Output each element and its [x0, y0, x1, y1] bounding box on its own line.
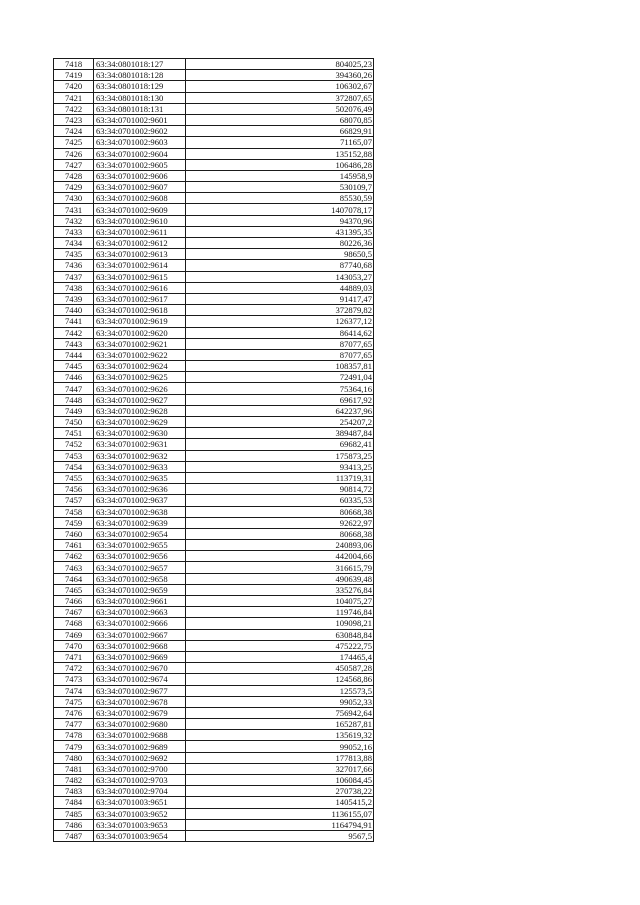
value-cell: 90814,72 — [186, 484, 374, 495]
cadastral-number-cell: 63:34:0701002:9614 — [94, 260, 186, 271]
row-number-cell: 7451 — [54, 428, 94, 439]
row-number-cell: 7418 — [54, 59, 94, 70]
table-row — [54, 584, 374, 595]
cadastral-number-cell: 63:34:0701002:9607 — [94, 182, 186, 193]
row-number-cell: 7471 — [54, 651, 94, 662]
cadastral-number-cell: 63:34:0801018:131 — [94, 103, 186, 114]
table-row — [54, 293, 374, 304]
row-number-cell: 7432 — [54, 215, 94, 226]
cadastral-number-cell: 63:34:0701002:9703 — [94, 775, 186, 786]
value-cell: 1405415,2 — [186, 797, 374, 808]
row-number-cell: 7422 — [54, 103, 94, 114]
cadastral-number-cell: 63:34:0701002:9627 — [94, 394, 186, 405]
row-number-cell: 7442 — [54, 327, 94, 338]
row-number-cell: 7458 — [54, 506, 94, 517]
table-row — [54, 226, 374, 237]
row-number-cell: 7485 — [54, 808, 94, 819]
row-number-cell: 7469 — [54, 629, 94, 640]
cadastral-number-cell: 63:34:0701002:9608 — [94, 193, 186, 204]
table-row — [54, 752, 374, 763]
table-row — [54, 159, 374, 170]
row-number-cell: 7483 — [54, 786, 94, 797]
row-number-cell: 7452 — [54, 439, 94, 450]
row-number-cell: 7464 — [54, 573, 94, 584]
row-number-cell: 7441 — [54, 316, 94, 327]
cadastral-number-cell: 63:34:0701002:9637 — [94, 495, 186, 506]
table-row — [54, 428, 374, 439]
table-row — [54, 70, 374, 81]
cadastral-number-cell: 63:34:0701002:9613 — [94, 249, 186, 260]
row-number-cell: 7462 — [54, 551, 94, 562]
table-row — [54, 540, 374, 551]
value-cell: 9567,5 — [186, 830, 374, 841]
cadastral-number-cell: 63:34:0701002:9618 — [94, 305, 186, 316]
row-number-cell: 7477 — [54, 719, 94, 730]
value-cell: 431395,35 — [186, 226, 374, 237]
cadastral-number-cell: 63:34:0701002:9666 — [94, 618, 186, 629]
value-cell: 145958,9 — [186, 170, 374, 181]
table-row — [54, 249, 374, 260]
value-cell: 119746,84 — [186, 607, 374, 618]
row-number-cell: 7481 — [54, 763, 94, 774]
cadastral-number-cell: 63:34:0701003:9652 — [94, 808, 186, 819]
cadastral-number-cell: 63:34:0701002:9626 — [94, 383, 186, 394]
table-row — [54, 696, 374, 707]
table-row — [54, 439, 374, 450]
value-cell: 99052,33 — [186, 696, 374, 707]
row-number-cell: 7455 — [54, 472, 94, 483]
cadastral-number-cell: 63:34:0701002:9669 — [94, 651, 186, 662]
cadastral-number-cell: 63:34:0701002:9609 — [94, 204, 186, 215]
value-cell: 68070,85 — [186, 114, 374, 125]
value-cell: 1136155,07 — [186, 808, 374, 819]
table-row — [54, 506, 374, 517]
row-number-cell: 7429 — [54, 182, 94, 193]
table-row — [54, 170, 374, 181]
row-number-cell: 7456 — [54, 484, 94, 495]
cadastral-number-cell: 63:34:0701002:9603 — [94, 137, 186, 148]
value-cell: 394360,26 — [186, 70, 374, 81]
value-cell: 372879,82 — [186, 305, 374, 316]
cadastral-number-cell: 63:34:0701002:9624 — [94, 361, 186, 372]
value-cell: 165287,81 — [186, 719, 374, 730]
table-row — [54, 528, 374, 539]
value-cell: 86414,62 — [186, 327, 374, 338]
table-row — [54, 193, 374, 204]
value-cell: 177813,88 — [186, 752, 374, 763]
row-number-cell: 7420 — [54, 81, 94, 92]
value-cell: 92622,97 — [186, 517, 374, 528]
value-cell: 490639,48 — [186, 573, 374, 584]
table-row — [54, 797, 374, 808]
value-cell: 106084,45 — [186, 775, 374, 786]
cadastral-number-cell: 63:34:0701002:9622 — [94, 349, 186, 360]
value-cell: 175873,25 — [186, 450, 374, 461]
table-row — [54, 260, 374, 271]
row-number-cell: 7447 — [54, 383, 94, 394]
row-number-cell: 7476 — [54, 707, 94, 718]
cadastral-number-cell: 63:34:0701002:9606 — [94, 170, 186, 181]
row-number-cell: 7419 — [54, 70, 94, 81]
row-number-cell: 7428 — [54, 170, 94, 181]
value-cell: 113719,31 — [186, 472, 374, 483]
table-row — [54, 517, 374, 528]
cadastral-number-cell: 63:34:0701002:9616 — [94, 282, 186, 293]
cadastral-number-cell: 63:34:0701002:9657 — [94, 562, 186, 573]
row-number-cell: 7424 — [54, 126, 94, 137]
value-cell: 270738,22 — [186, 786, 374, 797]
value-cell: 135619,32 — [186, 730, 374, 741]
value-cell: 327017,66 — [186, 763, 374, 774]
cadastral-number-cell: 63:34:0701002:9661 — [94, 596, 186, 607]
cadastral-number-cell: 63:34:0701002:9631 — [94, 439, 186, 450]
value-cell: 1407078,17 — [186, 204, 374, 215]
row-number-cell: 7473 — [54, 674, 94, 685]
table-row — [54, 59, 374, 70]
value-cell: 502076,49 — [186, 103, 374, 114]
cadastral-number-cell: 63:34:0701002:9601 — [94, 114, 186, 125]
value-cell: 630848,84 — [186, 629, 374, 640]
table-row — [54, 81, 374, 92]
row-number-cell: 7487 — [54, 830, 94, 841]
value-cell: 109098,21 — [186, 618, 374, 629]
value-cell: 94370,96 — [186, 215, 374, 226]
cadastral-number-cell: 63:34:0701003:9653 — [94, 819, 186, 830]
cadastral-number-cell: 63:34:0701002:9679 — [94, 707, 186, 718]
row-number-cell: 7454 — [54, 461, 94, 472]
table-row — [54, 215, 374, 226]
table-row — [54, 282, 374, 293]
value-cell: 87740,68 — [186, 260, 374, 271]
value-cell: 106486,28 — [186, 159, 374, 170]
table-row — [54, 372, 374, 383]
value-cell: 87077,65 — [186, 338, 374, 349]
value-cell: 124568,86 — [186, 674, 374, 685]
table-row — [54, 573, 374, 584]
row-number-cell: 7461 — [54, 540, 94, 551]
cadastral-number-cell: 63:34:0701002:9655 — [94, 540, 186, 551]
row-number-cell: 7475 — [54, 696, 94, 707]
table-row — [54, 663, 374, 674]
table-row — [54, 730, 374, 741]
row-number-cell: 7450 — [54, 417, 94, 428]
row-number-cell: 7467 — [54, 607, 94, 618]
table-row — [54, 126, 374, 137]
row-number-cell: 7460 — [54, 528, 94, 539]
value-cell: 389487,84 — [186, 428, 374, 439]
table-row — [54, 92, 374, 103]
value-cell: 475222,75 — [186, 640, 374, 651]
table-row — [54, 651, 374, 662]
row-number-cell: 7423 — [54, 114, 94, 125]
table-row — [54, 450, 374, 461]
table-row — [54, 349, 374, 360]
table-row — [54, 685, 374, 696]
cadastral-number-cell: 63:34:0701002:9659 — [94, 584, 186, 595]
row-number-cell: 7445 — [54, 361, 94, 372]
value-cell: 44889,03 — [186, 282, 374, 293]
cadastral-number-cell: 63:34:0701002:9619 — [94, 316, 186, 327]
value-cell: 804025,23 — [186, 59, 374, 70]
row-number-cell: 7465 — [54, 584, 94, 595]
table-row — [54, 417, 374, 428]
table-row — [54, 674, 374, 685]
table-row — [54, 775, 374, 786]
value-cell: 530109,7 — [186, 182, 374, 193]
value-cell: 99052,16 — [186, 741, 374, 752]
row-number-cell: 7449 — [54, 405, 94, 416]
value-cell: 80226,36 — [186, 238, 374, 249]
cadastral-number-cell: 63:34:0701002:9611 — [94, 226, 186, 237]
cadastral-number-cell: 63:34:0801018:128 — [94, 70, 186, 81]
row-number-cell: 7426 — [54, 148, 94, 159]
table-row — [54, 819, 374, 830]
cadastral-number-cell: 63:34:0701002:9625 — [94, 372, 186, 383]
row-number-cell: 7431 — [54, 204, 94, 215]
cadastral-number-cell: 63:34:0701002:9635 — [94, 472, 186, 483]
cadastral-number-cell: 63:34:0801018:127 — [94, 59, 186, 70]
row-number-cell: 7430 — [54, 193, 94, 204]
row-number-cell: 7480 — [54, 752, 94, 763]
table-row — [54, 103, 374, 114]
table-row — [54, 763, 374, 774]
cadastral-number-cell: 63:34:0701002:9615 — [94, 271, 186, 282]
cadastral-number-cell: 63:34:0701002:9620 — [94, 327, 186, 338]
table-row — [54, 596, 374, 607]
table-row — [54, 808, 374, 819]
cadastral-number-cell: 63:34:0801018:129 — [94, 81, 186, 92]
table-row — [54, 495, 374, 506]
value-cell: 80668,38 — [186, 506, 374, 517]
cadastral-number-cell: 63:34:0701002:9658 — [94, 573, 186, 584]
table-row — [54, 629, 374, 640]
value-cell: 80668,38 — [186, 528, 374, 539]
cadastral-number-cell: 63:34:0701002:9638 — [94, 506, 186, 517]
table-row — [54, 383, 374, 394]
value-cell: 126377,12 — [186, 316, 374, 327]
row-number-cell: 7437 — [54, 271, 94, 282]
row-number-cell: 7468 — [54, 618, 94, 629]
row-number-cell: 7457 — [54, 495, 94, 506]
value-cell: 642237,96 — [186, 405, 374, 416]
table-body — [54, 59, 374, 842]
row-number-cell: 7472 — [54, 663, 94, 674]
row-number-cell: 7466 — [54, 596, 94, 607]
cadastral-number-cell: 63:34:0701002:9668 — [94, 640, 186, 651]
cadastral-value-table — [53, 58, 374, 842]
cadastral-number-cell: 63:34:0701002:9667 — [94, 629, 186, 640]
cadastral-number-cell: 63:34:0701002:9670 — [94, 663, 186, 674]
row-number-cell: 7484 — [54, 797, 94, 808]
value-cell: 450587,28 — [186, 663, 374, 674]
cadastral-number-cell: 63:34:0701002:9700 — [94, 763, 186, 774]
row-number-cell: 7439 — [54, 293, 94, 304]
value-cell: 174465,4 — [186, 651, 374, 662]
table-row — [54, 405, 374, 416]
cadastral-number-cell: 63:34:0701002:9689 — [94, 741, 186, 752]
table-row — [54, 707, 374, 718]
cadastral-number-cell: 63:34:0701002:9680 — [94, 719, 186, 730]
row-number-cell: 7478 — [54, 730, 94, 741]
cadastral-number-cell: 63:34:0701002:9654 — [94, 528, 186, 539]
table-row — [54, 327, 374, 338]
value-cell: 1164794,91 — [186, 819, 374, 830]
table-row — [54, 238, 374, 249]
cadastral-number-cell: 63:34:0801018:130 — [94, 92, 186, 103]
table-row — [54, 472, 374, 483]
table-row — [54, 305, 374, 316]
row-number-cell: 7435 — [54, 249, 94, 260]
row-number-cell: 7446 — [54, 372, 94, 383]
table-row — [54, 394, 374, 405]
table-row — [54, 461, 374, 472]
cadastral-number-cell: 63:34:0701002:9605 — [94, 159, 186, 170]
row-number-cell: 7444 — [54, 349, 94, 360]
value-cell: 756942,64 — [186, 707, 374, 718]
row-number-cell: 7482 — [54, 775, 94, 786]
value-cell: 108357,81 — [186, 361, 374, 372]
value-cell: 93413,25 — [186, 461, 374, 472]
cadastral-number-cell: 63:34:0701002:9602 — [94, 126, 186, 137]
row-number-cell: 7427 — [54, 159, 94, 170]
table-row — [54, 551, 374, 562]
cadastral-number-cell: 63:34:0701002:9663 — [94, 607, 186, 618]
table-row — [54, 361, 374, 372]
cadastral-number-cell: 63:34:0701002:9692 — [94, 752, 186, 763]
cadastral-number-cell: 63:34:0701002:9633 — [94, 461, 186, 472]
value-cell: 125573,5 — [186, 685, 374, 696]
cadastral-number-cell: 63:34:0701003:9654 — [94, 830, 186, 841]
table-row — [54, 719, 374, 730]
cadastral-number-cell: 63:34:0701002:9630 — [94, 428, 186, 439]
table-row — [54, 786, 374, 797]
table-row — [54, 607, 374, 618]
value-cell: 69682,41 — [186, 439, 374, 450]
row-number-cell: 7470 — [54, 640, 94, 651]
cadastral-number-cell: 63:34:0701002:9612 — [94, 238, 186, 249]
table-row — [54, 271, 374, 282]
table-row — [54, 562, 374, 573]
value-cell: 442004,66 — [186, 551, 374, 562]
table-row — [54, 618, 374, 629]
cadastral-number-cell: 63:34:0701002:9677 — [94, 685, 186, 696]
cadastral-number-cell: 63:34:0701002:9704 — [94, 786, 186, 797]
row-number-cell: 7448 — [54, 394, 94, 405]
table-row — [54, 316, 374, 327]
table-row — [54, 204, 374, 215]
value-cell: 87077,65 — [186, 349, 374, 360]
cadastral-number-cell: 63:34:0701002:9632 — [94, 450, 186, 461]
value-cell: 91417,47 — [186, 293, 374, 304]
table-row — [54, 114, 374, 125]
table-row — [54, 182, 374, 193]
table-row — [54, 830, 374, 841]
table-row — [54, 741, 374, 752]
cadastral-number-cell: 63:34:0701002:9636 — [94, 484, 186, 495]
row-number-cell: 7438 — [54, 282, 94, 293]
value-cell: 72491,04 — [186, 372, 374, 383]
row-number-cell: 7453 — [54, 450, 94, 461]
row-number-cell: 7425 — [54, 137, 94, 148]
row-number-cell: 7474 — [54, 685, 94, 696]
row-number-cell: 7459 — [54, 517, 94, 528]
row-number-cell: 7486 — [54, 819, 94, 830]
value-cell: 98650,5 — [186, 249, 374, 260]
row-number-cell: 7434 — [54, 238, 94, 249]
row-number-cell: 7463 — [54, 562, 94, 573]
cadastral-number-cell: 63:34:0701002:9617 — [94, 293, 186, 304]
value-cell: 316615,79 — [186, 562, 374, 573]
value-cell: 135152,88 — [186, 148, 374, 159]
value-cell: 106302,67 — [186, 81, 374, 92]
value-cell: 335276,84 — [186, 584, 374, 595]
cadastral-number-cell: 63:34:0701002:9678 — [94, 696, 186, 707]
table-row — [54, 640, 374, 651]
table-row — [54, 484, 374, 495]
value-cell: 372807,65 — [186, 92, 374, 103]
value-cell: 85530,59 — [186, 193, 374, 204]
row-number-cell: 7436 — [54, 260, 94, 271]
table-row — [54, 148, 374, 159]
cadastral-number-cell: 63:34:0701002:9639 — [94, 517, 186, 528]
value-cell: 104075,27 — [186, 596, 374, 607]
table-row — [54, 137, 374, 148]
row-number-cell: 7433 — [54, 226, 94, 237]
value-cell: 66829,91 — [186, 126, 374, 137]
row-number-cell: 7421 — [54, 92, 94, 103]
cadastral-number-cell: 63:34:0701002:9629 — [94, 417, 186, 428]
cadastral-number-cell: 63:34:0701002:9610 — [94, 215, 186, 226]
cadastral-number-cell: 63:34:0701003:9651 — [94, 797, 186, 808]
value-cell: 60335,53 — [186, 495, 374, 506]
row-number-cell: 7443 — [54, 338, 94, 349]
value-cell: 71165,07 — [186, 137, 374, 148]
row-number-cell: 7440 — [54, 305, 94, 316]
cadastral-number-cell: 63:34:0701002:9688 — [94, 730, 186, 741]
row-number-cell: 7479 — [54, 741, 94, 752]
cadastral-number-cell: 63:34:0701002:9621 — [94, 338, 186, 349]
value-cell: 143053,27 — [186, 271, 374, 282]
cadastral-number-cell: 63:34:0701002:9656 — [94, 551, 186, 562]
value-cell: 240893,06 — [186, 540, 374, 551]
value-cell: 69617,92 — [186, 394, 374, 405]
value-cell: 75364,16 — [186, 383, 374, 394]
cadastral-number-cell: 63:34:0701002:9674 — [94, 674, 186, 685]
value-cell: 254207,2 — [186, 417, 374, 428]
cadastral-number-cell: 63:34:0701002:9628 — [94, 405, 186, 416]
cadastral-number-cell: 63:34:0701002:9604 — [94, 148, 186, 159]
table-row — [54, 338, 374, 349]
